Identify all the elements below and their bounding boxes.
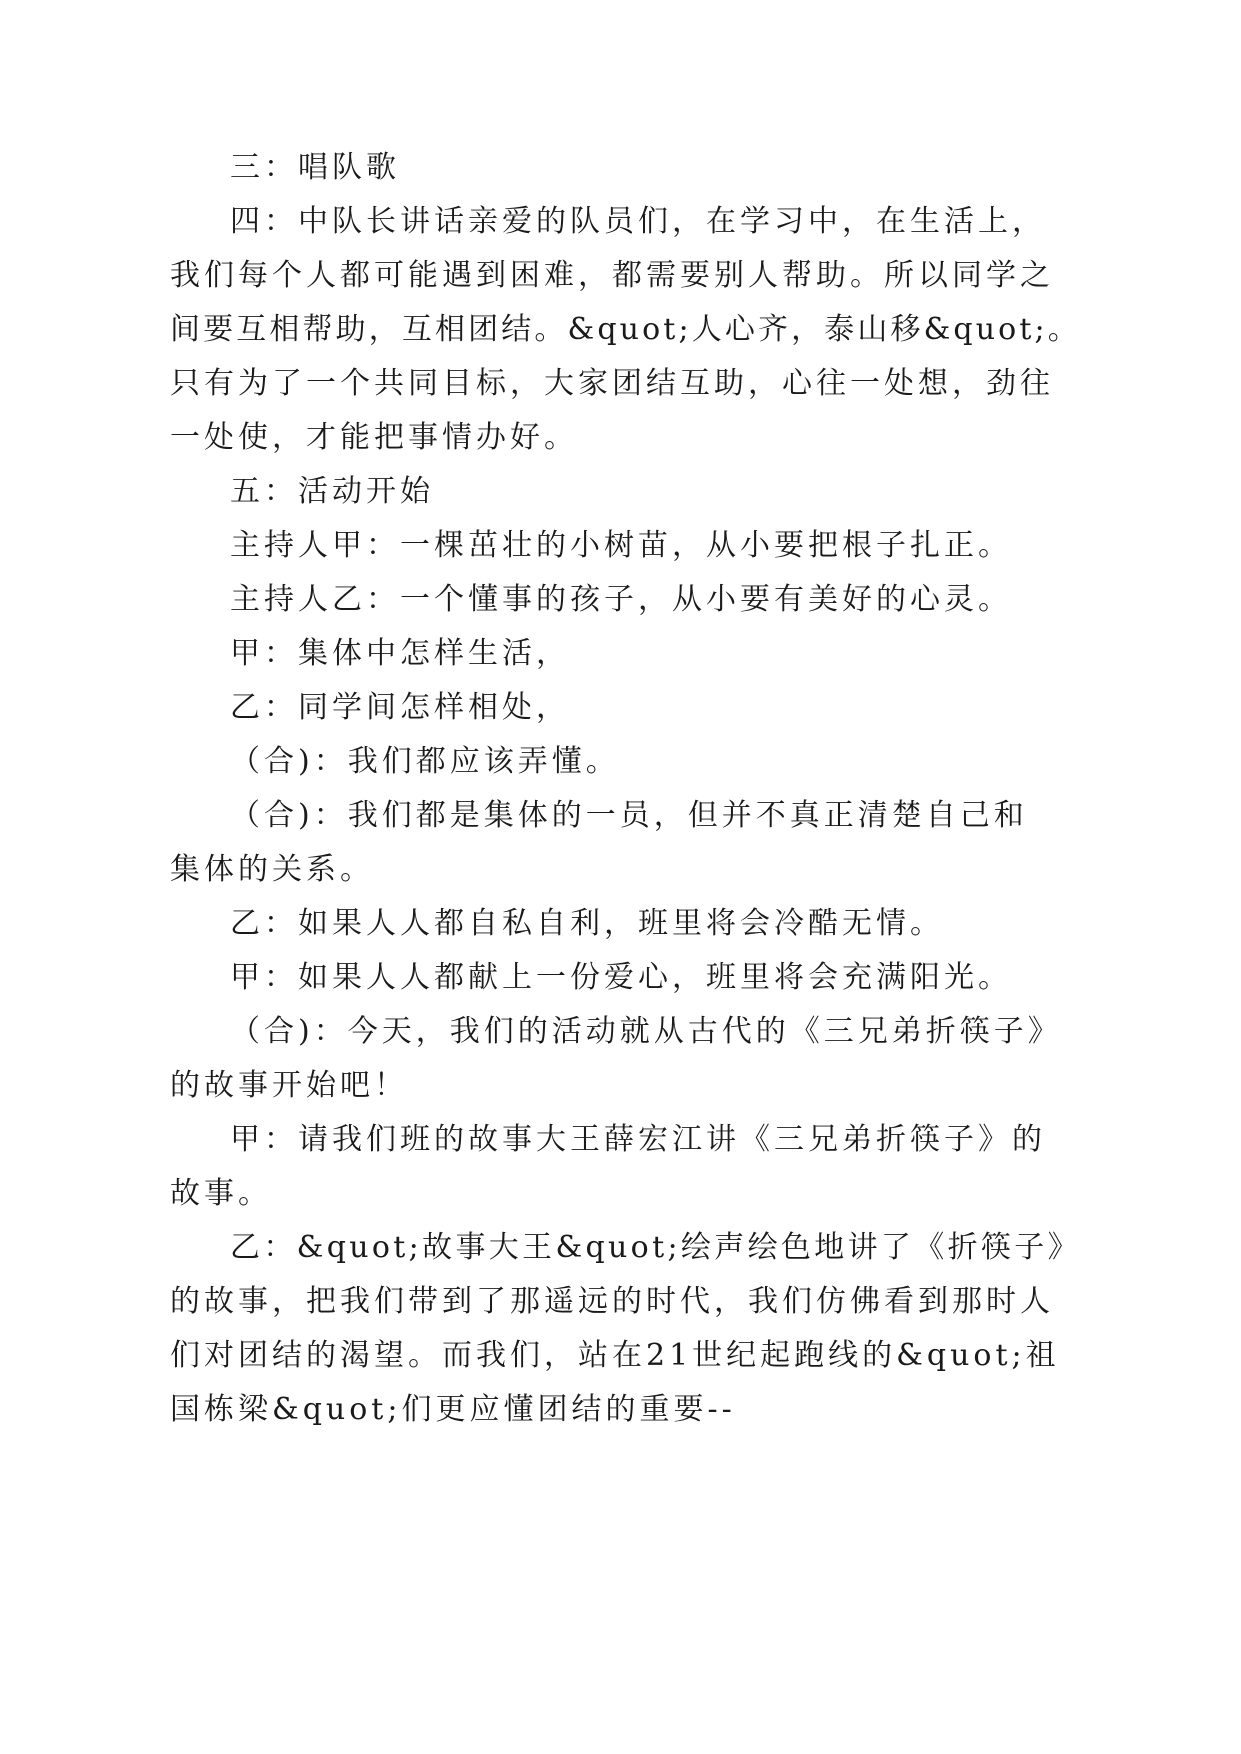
text-line: 四：中队长讲话亲爱的队员们，在学习中，在生活上，	[230, 204, 1046, 239]
text-line: 三：唱队歌	[230, 150, 400, 185]
text-line: 甲：如果人人都献上一份爱心，班里将会充满阳光。	[230, 960, 1012, 995]
text-line: （合)：今天，我们的活动就从古代的《三兄弟折筷子》	[230, 1014, 1062, 1049]
text-line: 的故事开始吧！	[170, 1068, 408, 1103]
text-line: 集体的关系。	[170, 852, 374, 887]
text-line: （合)：我们都是集体的一员，但并不真正清楚自己和	[230, 798, 1028, 833]
text-line: 间要互相帮助，互相团结。&quot;人心齐，泰山移&quot;。	[170, 312, 1081, 347]
text-line: 乙：同学间怎样相处，	[230, 690, 570, 725]
text-line: 乙：如果人人都自私自利，班里将会冷酷无情。	[230, 906, 944, 941]
text-line: 主持人甲：一棵茁壮的小树苗，从小要把根子扎正。	[230, 528, 1012, 563]
text-line: 只有为了一个共同目标，大家团结互助，心往一处想，劲往	[170, 366, 1054, 401]
text-line: 甲：集体中怎样生活，	[230, 636, 570, 671]
text-line: 一处使，才能把事情办好。	[170, 420, 578, 455]
text-line: 我们每个人都可能遇到困难，都需要别人帮助。所以同学之	[170, 258, 1054, 293]
text-line: 们对团结的渴望。而我们，站在21世纪起跑线的&quot;祖	[170, 1338, 1060, 1373]
text-line: 五：活动开始	[230, 474, 434, 509]
text-line: 甲：请我们班的故事大王薛宏江讲《三兄弟折筷子》的	[230, 1122, 1046, 1157]
text-line: 乙：&quot;故事大王&quot;绘声绘色地讲了《折筷子》	[230, 1230, 1081, 1265]
text-line: （合)：我们都应该弄懂。	[230, 744, 620, 779]
text-line: 的故事，把我们带到了那遥远的时代，我们仿佛看到那时人	[170, 1284, 1054, 1319]
text-line: 国栋梁&quot;们更应懂团结的重要--	[170, 1392, 736, 1427]
text-line: 故事。	[170, 1176, 272, 1211]
text-line: 主持人乙：一个懂事的孩子，从小要有美好的心灵。	[230, 582, 1012, 617]
